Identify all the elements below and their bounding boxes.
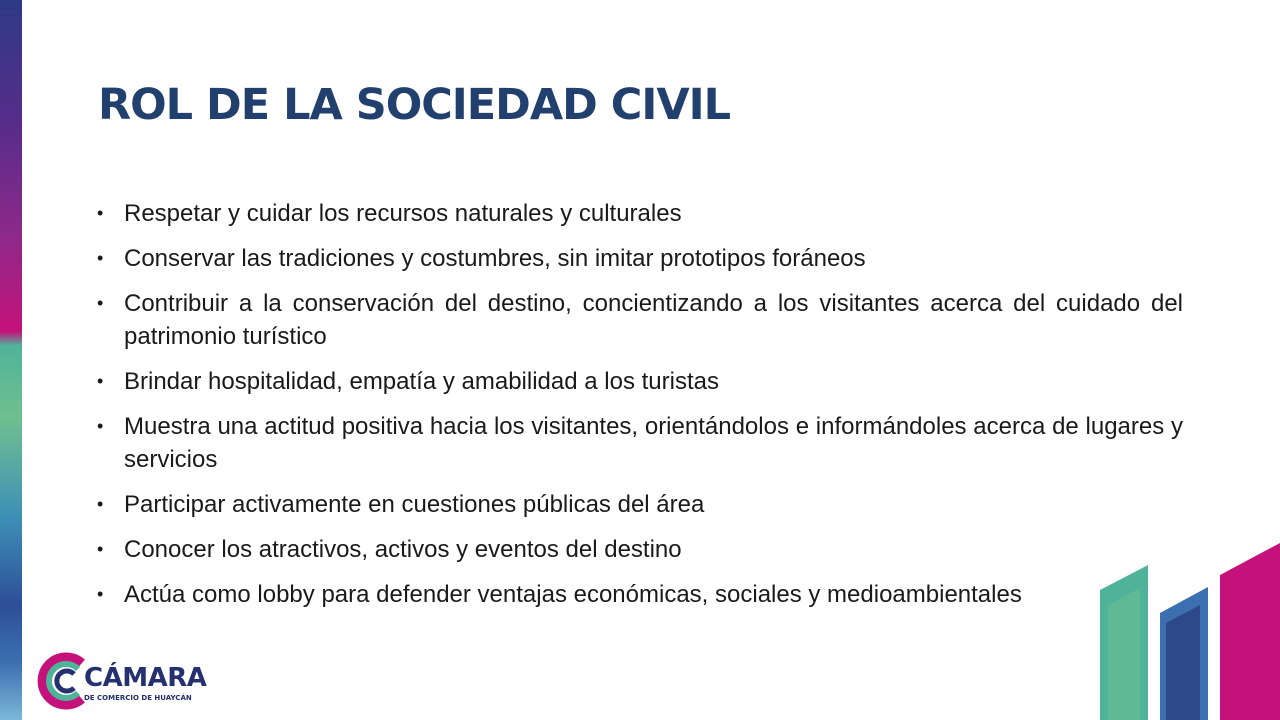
- bullet-text: Respetar y cuidar los recursos naturales y culturales: [124, 200, 682, 227]
- bullet-item: [97, 410, 1183, 476]
- slide-title: ROL DE LA SOCIEDAD CIVIL: [98, 80, 731, 130]
- corner-bar-magenta: [1220, 543, 1280, 720]
- bullet-text: Participar activamente en cuestiones públicas del área: [124, 491, 705, 518]
- bullet-text: Contribuir a la conservación del destino, concientizando a los visitantes acerca del cuidado del patrimonio turístico: [124, 290, 1183, 350]
- bullet-text: Conocer los atractivos, activos y eventos del destino: [124, 536, 682, 563]
- left-decorative-bar: [0, 0, 22, 720]
- corner-bar-navy: [1166, 605, 1200, 720]
- camara-logo: [34, 647, 234, 715]
- bullet-dot: •: [97, 416, 104, 436]
- bullet-dot: •: [97, 203, 104, 223]
- bullet-item: [97, 242, 1183, 275]
- bullet-item: [97, 533, 1183, 566]
- bullet-text: Conservar las tradiciones y costumbres, sin imitar prototipos foráneos: [124, 245, 866, 272]
- bullet-item: [97, 197, 1183, 230]
- bullet-dot: •: [97, 584, 104, 604]
- bullet-text: Brindar hospitalidad, empatía y amabilidad a los turistas: [124, 368, 719, 395]
- bullet-dot: •: [97, 371, 104, 391]
- bullet-item: [97, 578, 1183, 611]
- bullet-text: Muestra una actitud positiva hacia los visitantes, orientándolos e informándoles acerca de lugares y servicios: [124, 413, 1183, 473]
- bullet-dot: •: [97, 494, 104, 514]
- corner-decorative-bars: [1100, 535, 1280, 720]
- bullet-dot: •: [97, 539, 104, 559]
- bullet-item: [97, 488, 1183, 521]
- logo-name: CÁMARA: [84, 663, 207, 693]
- bullet-item: [97, 287, 1183, 353]
- bullet-item: [97, 365, 1183, 398]
- corner-bar-teal-light: [1108, 588, 1140, 720]
- logo-subtitle: DE COMERCIO DE HUAYCÁN: [84, 694, 192, 702]
- bullet-dot: •: [97, 248, 104, 268]
- bullet-text: Actúa como lobby para defender ventajas económicas, sociales y medioambientales: [124, 581, 1022, 608]
- bullet-dot: •: [97, 293, 104, 313]
- bullet-list: [97, 197, 1183, 623]
